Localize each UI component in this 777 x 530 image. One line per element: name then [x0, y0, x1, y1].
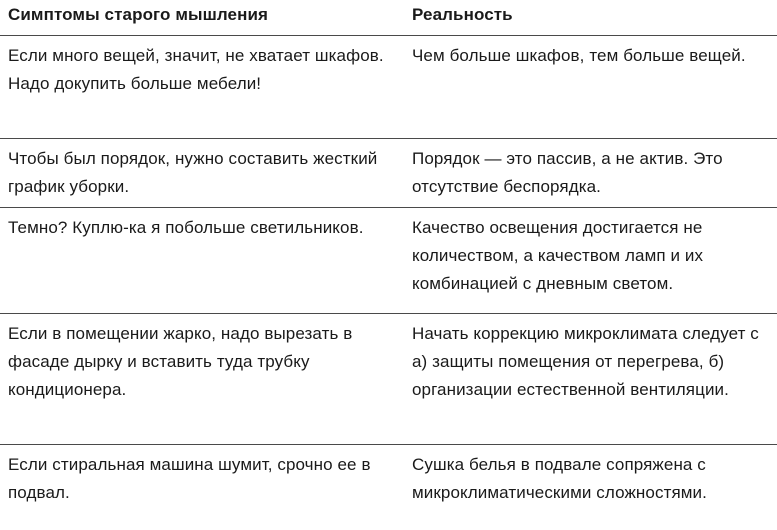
table-row [0, 139, 777, 208]
old-thinking-cell: Если стиральная машина шумит, срочно ее в подвал. [8, 455, 371, 502]
table-row [0, 208, 777, 314]
header-reality: Реальность [412, 5, 513, 24]
old-thinking-cell: Если много вещей, значит, не хватает шкафов. Надо докупить больше мебели! [8, 46, 384, 93]
table-row [0, 314, 777, 445]
old-thinking-cell: Темно? Куплю-ка я побольше светильников. [8, 218, 364, 237]
reality-cell: Порядок — это пассив, а не актив. Это отсутствие беспорядка. [412, 149, 723, 196]
table-header [0, 0, 777, 36]
table-row [0, 445, 777, 530]
table-row [0, 36, 777, 139]
reality-cell: Чем больше шкафов, тем больше вещей. [412, 46, 746, 65]
reality-cell: Начать коррекцию микроклимата следует с а) защиты помещения от перегрева, б) организации естественной вентиляции. [412, 324, 759, 399]
old-thinking-cell: Если в помещении жарко, надо вырезать в фасаде дырку и вставить туда трубку кондиционера. [8, 324, 353, 399]
header-old-thinking: Симптомы старого мышления [8, 5, 269, 24]
reality-cell: Сушка белья в подвале сопряжена с микроклиматическими сложностями. [412, 455, 707, 502]
old-thinking-cell: Чтобы был порядок, нужно составить жесткий график уборки. [8, 149, 378, 196]
reality-cell: Качество освещения достигается не количеством, а качеством ламп и их комбинацией с дневным светом. [412, 218, 704, 293]
